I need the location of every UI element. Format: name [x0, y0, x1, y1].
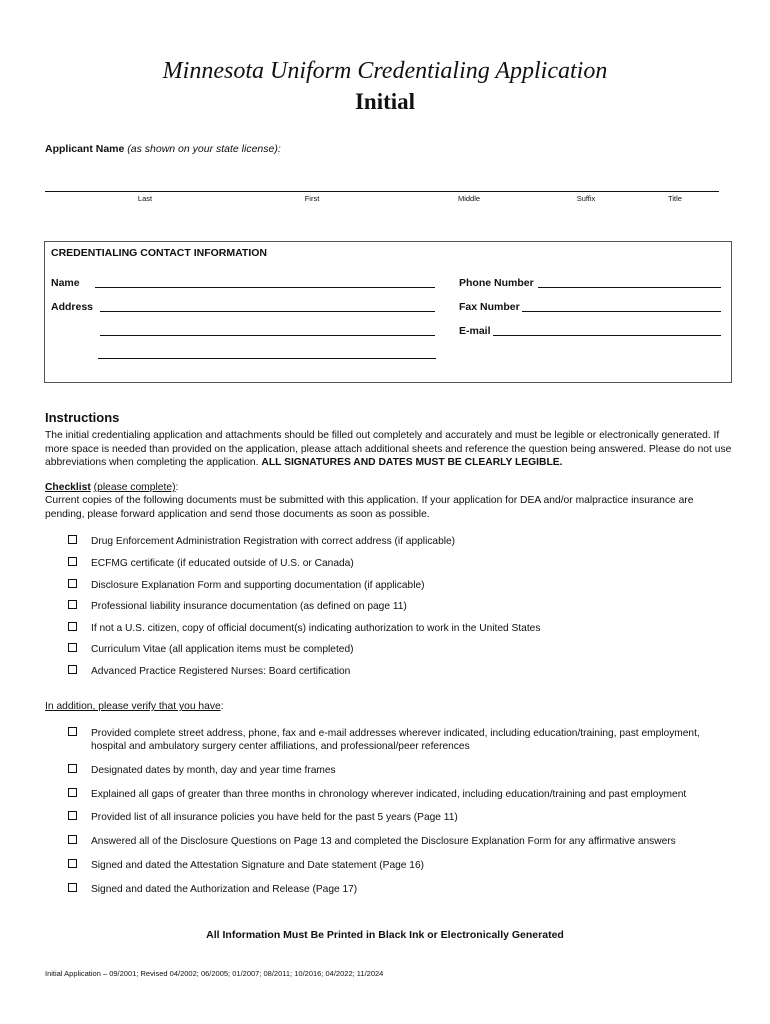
checklist-item-1: Drug Enforcement Administration Registration with correct address (if applicable) — [91, 536, 456, 547]
applicant-name-title: Applicant Name — [45, 143, 125, 155]
revision-history: Initial Application – 09/2001; Revised 04/2002; 06/2005; 01/2007; 08/2011; 10/2016; 04/2022; 11/2024 — [45, 969, 384, 978]
verify-item-1: Provided complete street address, phone, fax and e-mail addresses wherever indicated, including education/training, past employment, hospital and ambulatory surgery center affiliations, and professional/peer references — [91, 728, 700, 752]
email-field[interactable] — [493, 335, 721, 336]
name-part-middle: Middle — [457, 194, 481, 203]
contact-info-box — [44, 241, 732, 383]
phone-number-field[interactable] — [538, 287, 721, 288]
instructions-emphasis: ALL SIGNATURES AND DATES MUST BE CLEARLY LEGIBLE. — [261, 457, 563, 468]
fax-number-label: Fax Number — [459, 301, 520, 313]
checklist-item-6: Curriculum Vitae (all application items must be completed) — [91, 644, 354, 655]
checklist-intro: Current copies of the following documents must be submitted with this application. If your application for DEA and/or malpractice insurance are pending, please forward application and send those documents as soon as possible. — [45, 495, 694, 520]
contact-name-label: Name — [51, 277, 80, 289]
verify-item-7: Signed and dated the Authorization and Release (Page 17) — [91, 884, 358, 895]
checklist-item-4: Professional liability insurance documentation (as defined on page 11) — [91, 601, 407, 612]
verify-item-4: Provided list of all insurance policies you have held for the past 5 years (Page 11) — [91, 812, 458, 823]
verify-item-2: Designated dates by month, day and year time frames — [91, 765, 336, 776]
document-title: Minnesota Uniform Credentialing Application — [162, 58, 608, 84]
checklist-checkbox-4[interactable] — [68, 600, 77, 609]
contact-name-field[interactable] — [95, 287, 435, 288]
phone-number-label: Phone Number — [459, 277, 534, 289]
verify-item-6: Signed and dated the Attestation Signature and Date statement (Page 16) — [91, 860, 425, 871]
checklist-title: Checklist — [45, 482, 91, 493]
verify-checkbox-2[interactable] — [68, 764, 77, 773]
checklist-note: (please complete) — [93, 482, 176, 493]
verify-checkbox-4[interactable] — [68, 811, 77, 820]
instructions-text — [45, 429, 735, 470]
applicant-name-field[interactable] — [45, 191, 719, 192]
contact-address-field-1[interactable] — [100, 311, 435, 312]
verify-checkbox-7[interactable] — [68, 883, 77, 892]
checklist-item-2: ECFMG certificate (if educated outside of U.S. or Canada) — [91, 558, 354, 569]
checklist-checkbox-5[interactable] — [68, 622, 77, 631]
name-part-first: First — [304, 194, 320, 203]
verify-checkbox-3[interactable] — [68, 788, 77, 797]
instructions-heading: Instructions — [45, 410, 120, 425]
verify-heading: In addition, please verify that you have: — [45, 701, 224, 712]
contact-address-field-2[interactable] — [100, 335, 435, 336]
applicant-name-label — [45, 143, 281, 155]
contact-address-field-3[interactable] — [98, 358, 436, 359]
verify-checkbox-5[interactable] — [68, 835, 77, 844]
verify-checkbox-1[interactable] — [68, 727, 77, 736]
name-part-suffix: Suffix — [576, 194, 596, 203]
email-label: E-mail — [459, 325, 491, 337]
checklist-checkbox-6[interactable] — [68, 643, 77, 652]
checklist-item-7: Advanced Practice Registered Nurses: Board certification — [91, 666, 351, 677]
document-subtitle: Initial — [354, 89, 416, 114]
applicant-name-note: (as shown on your state license): — [127, 143, 281, 155]
instructions-body: The initial credentialing application and attachments should be filled out completely and accurately and must be legible or electronically generated. If more space is needed than provided on the application, please attach additional sheets and reference the question being answered. Please do not use abbreviations when completing the application. — [45, 430, 732, 468]
verify-item-3: Explained all gaps of greater than three months in chronology wherever indicated, including education/training and past employment — [91, 789, 687, 800]
verify-checkbox-6[interactable] — [68, 859, 77, 868]
checklist-item-5: If not a U.S. citizen, copy of official document(s) indicating authorization to work in the United States — [91, 623, 541, 634]
checklist-checkbox-3[interactable] — [68, 579, 77, 588]
checklist-item-3: Disclosure Explanation Form and supporting documentation (if applicable) — [91, 580, 425, 591]
checklist-checkbox-1[interactable] — [68, 535, 77, 544]
ink-notice: All Information Must Be Printed in Black Ink or Electronically Generated — [206, 929, 564, 941]
name-part-last: Last — [137, 194, 153, 203]
checklist-heading: Checklist (please complete): — [45, 482, 179, 493]
name-part-title: Title — [668, 194, 682, 203]
contact-address-label: Address — [51, 301, 94, 313]
verify-title: In addition, please verify that you have — [45, 701, 221, 712]
fax-number-field[interactable] — [522, 311, 721, 312]
checklist-checkbox-2[interactable] — [68, 557, 77, 566]
verify-item-5: Answered all of the Disclosure Questions on Page 13 and completed the Disclosure Explanation Form for any affirmative answers — [91, 836, 676, 847]
contact-info-heading: CREDENTIALING CONTACT INFORMATION — [51, 247, 268, 259]
checklist-checkbox-7[interactable] — [68, 665, 77, 674]
